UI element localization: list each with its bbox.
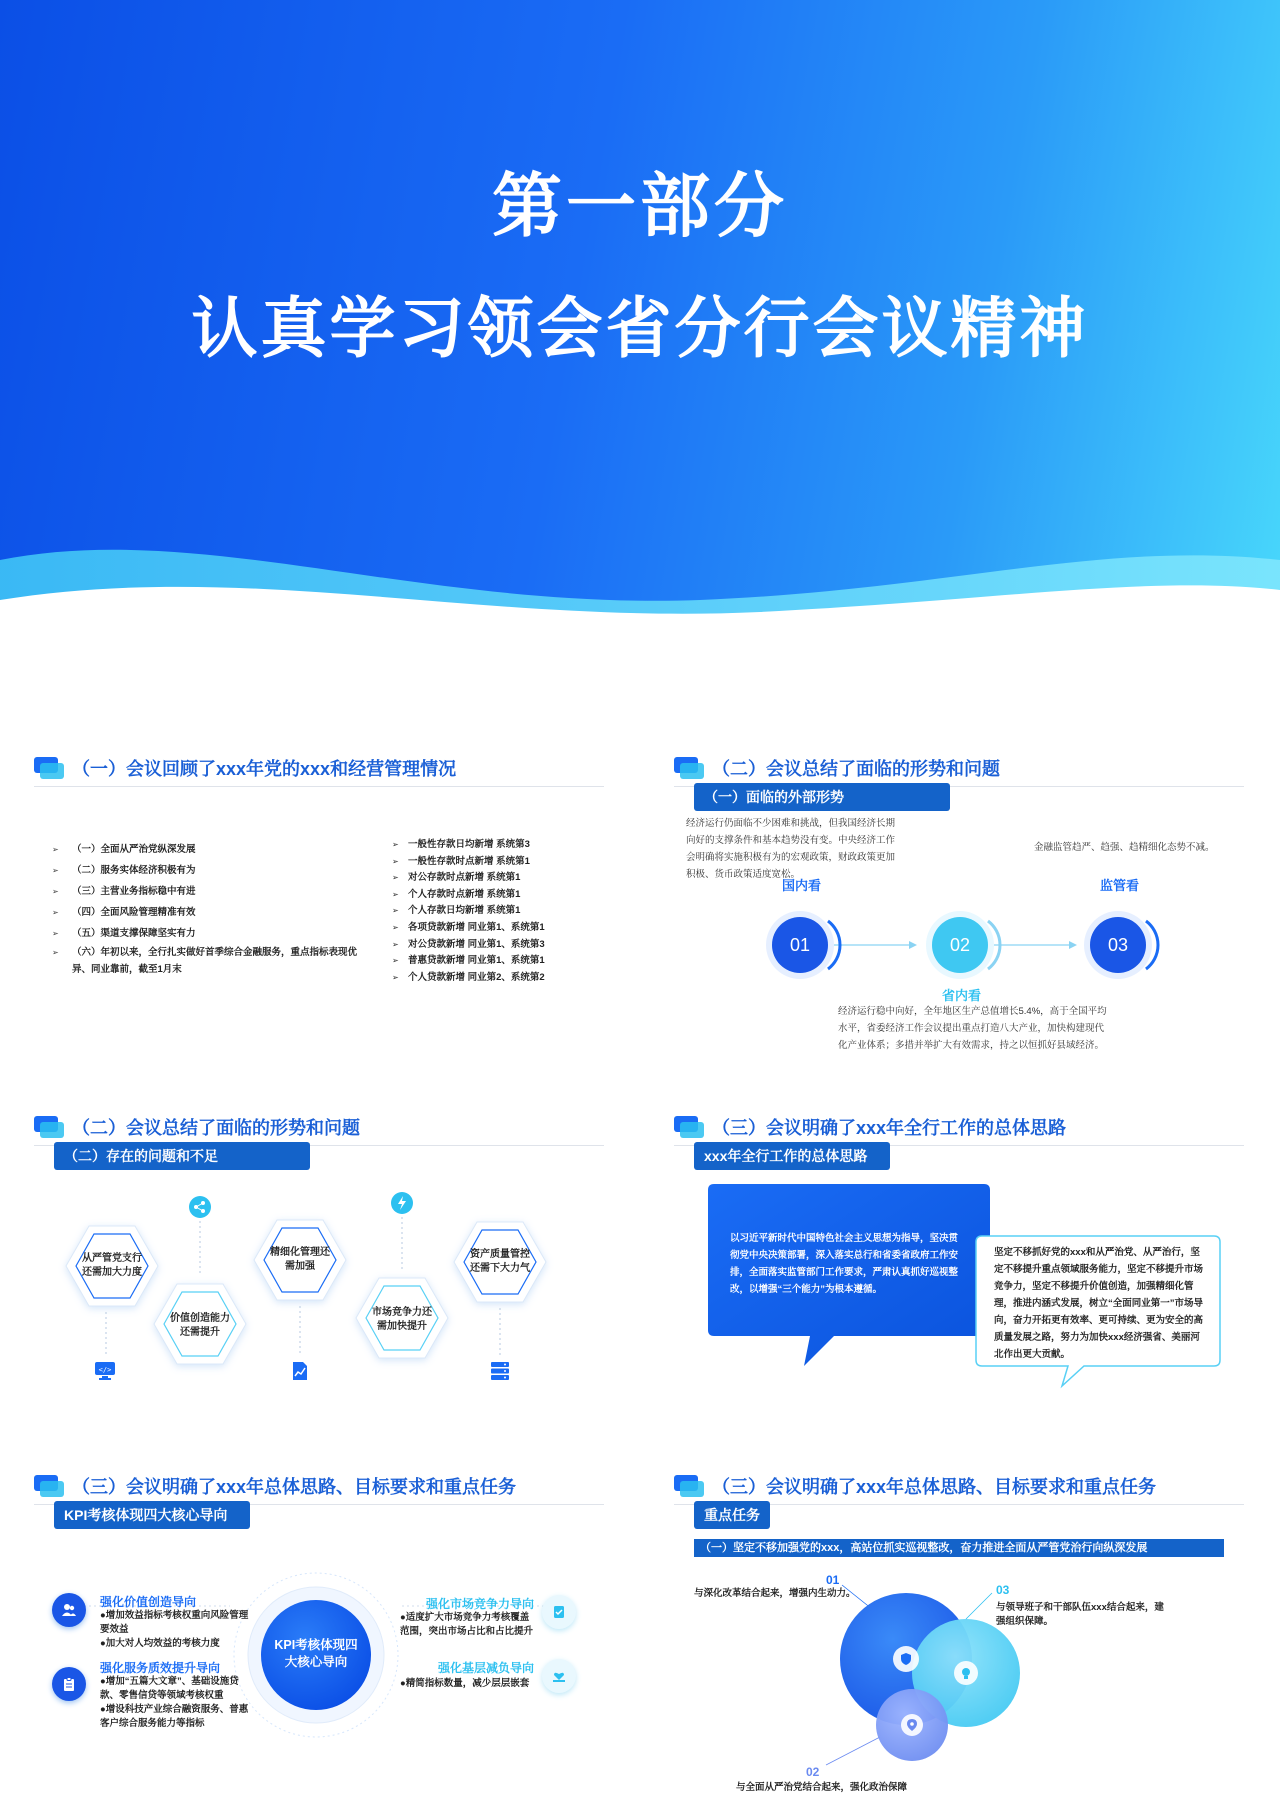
provincial-paragraph: 经济运行稳中向好，全年地区生产总值增长5.4%，高于全国平均水平，省委经济工作会议提出重点打造八大产业，加快构建现代化产业体系；多措并举扩大有效需求，持之以恒抓好县域经济。 [838, 1006, 1107, 1051]
task-number-02: 02 [806, 1765, 820, 1779]
hand-heart-icon [542, 1659, 576, 1693]
hex-label: 精细化管理还需加强 [270, 1247, 330, 1272]
task-text-01: 与深化改革结合起来，增强内生动力。 [694, 1588, 856, 1599]
list-item: ➢ （二）服务实体经济积极有为 [52, 860, 362, 881]
server-icon [489, 1360, 511, 1382]
list-item: ➢ 个人贷款新增 同业第2、系统第2 [392, 970, 622, 987]
kpi-service-text: ●增加“五篇大文章”、基础设施贷款、零售信贷等领域考核权重 ●增设科技产业综合融资服务、普惠客户综合服务能力等指标 [100, 1676, 249, 1729]
list-item: ➢ 一般性存款时点新增 系统第1 [392, 854, 622, 871]
kpi-center-label: KPI考核体现四大核心导向 [274, 1638, 358, 1669]
slide-overall-approach [674, 1104, 1274, 1444]
bolt-head-icon [391, 1192, 413, 1214]
slide-problems [34, 1104, 634, 1444]
banner [0, 0, 1280, 620]
slide-external-situation [674, 745, 1274, 1085]
task-bar: （一）坚定不移加强党的xxx，高站位抓实巡视整改，奋力推进全面从严管党治行向纵深发展 [694, 1539, 1224, 1557]
users-icon [52, 1593, 86, 1627]
section-tag: KPI考核体现四大核心导向 [54, 1501, 250, 1529]
label-domestic: 国内看 [782, 878, 822, 893]
task-number-01: 01 [826, 1573, 840, 1587]
task-text-02: 与全面从严治党结合起来，强化政治保障 [736, 1782, 908, 1793]
section-tag: （二）存在的问题和不足 [54, 1142, 310, 1170]
kpi-service-title: 强化服务质效提升导向 [100, 1661, 221, 1675]
task-text-03: 与领导班子和干部队伍xxx结合起来，建强组织保障。 [996, 1602, 1164, 1627]
hex-label: 资产质量管控还需下大力气 [470, 1249, 530, 1274]
task-number-03: 03 [996, 1583, 1010, 1597]
list-item: ➢ （六）年初以来，全行扎实做好首季综合金融服务，重点指标表现优异、同业靠前，截至1月末 [52, 944, 362, 978]
kpi-burden-title: 强化基层减负导向 [437, 1661, 534, 1675]
step-02: 02 [932, 917, 988, 973]
regulatory-paragraph: 金融监管趋严、趋强、趋精细化态势不减。 [1034, 842, 1215, 853]
slide-title: （二）会议总结了面临的形势和问题 [712, 759, 1000, 779]
list-item: ➢ （五）渠道支撑保障坚实有力 [52, 923, 362, 944]
list-item: ➢ 对公贷款新增 同业第1、系统第3 [392, 937, 622, 954]
kpi-value-title: 强化价值创造导向 [100, 1595, 197, 1609]
list-item: ➢ 一般性存款日均新增 系统第3 [392, 837, 622, 854]
list-item: ➢ 普惠贷款新增 同业第1、系统第1 [392, 953, 622, 970]
shield-badge-icon [895, 1648, 917, 1670]
list-item: ➢ （三）主营业务指标稳中有进 [52, 881, 362, 902]
banner-title: 第一部分 [492, 165, 788, 247]
clipboard-icon [52, 1667, 86, 1701]
slide-title: （三）会议明确了xxx年总体思路、目标要求和重点任务 [712, 1477, 1157, 1497]
slide-key-tasks [674, 1463, 1274, 1800]
section-tag: 重点任务 [694, 1501, 770, 1529]
slide-kpi [34, 1463, 634, 1800]
slide-title: （一）会议回顾了xxx年党的xxx和经营管理情况 [72, 759, 457, 779]
slide-title: （二）会议总结了面临的形势和问题 [72, 1118, 360, 1138]
kpi-burden-text: ●精简指标数量，减少层层嵌套 [400, 1678, 530, 1689]
section-logo-icon [34, 757, 64, 779]
guiding-text: 以习近平新时代中国特色社会主义思想为指导，坚决贯彻党中央决策部署，深入落实总行和省委省政府工作安排，全面落实监管部门工作要求，严肃认真抓好巡视整改，以增强“三个能力”为根本遵循。 [730, 1233, 959, 1295]
list-item: ➢ 个人存款日均新增 系统第1 [392, 903, 622, 920]
left-bullet-list [52, 839, 362, 978]
slide-header [34, 755, 604, 787]
approach-text: 坚定不移抓好党的xxx和从严治党、从严治行，坚定不移提升重点领域服务能力，坚定不移提升市场竞争力，坚定不移提升价值创造，加强精细化管理，推进内涵式发展，树立“全面同业第一”市场导向，奋力开拓更有效率、更可持续、更为安全的高质量发展之路，努力为加快xxx经济强省、美丽河北作出更大贡献。 [994, 1247, 1204, 1360]
list-item: ➢ （一）全面从严治党纵深发展 [52, 839, 362, 860]
section-tag: （一）面临的外部形势 [694, 783, 950, 811]
list-item: ➢ 对公存款时点新增 系统第1 [392, 870, 622, 887]
hex-label: 价值创造能力还需提升 [170, 1313, 230, 1338]
domestic-paragraph: 经济运行仍面临不少困难和挑战，但我国经济长期向好的支撑条件和基本趋势没有变。中央经济工作会明确将实施积极有为的宏观政策，财政政策更加积极、货币政策适度宽松。 [686, 818, 896, 880]
hex-label: 从严管党支行还需加大力度 [82, 1253, 142, 1278]
section-tag: xxx年全行工作的总体思路 [694, 1142, 890, 1170]
trend-chart-icon [289, 1360, 311, 1382]
location-pin-icon [901, 1714, 923, 1736]
kpi-market-title: 强化市场竞争力导向 [425, 1597, 534, 1611]
label-regulatory: 监管看 [1100, 878, 1140, 893]
kpi-market-text: ●适度扩大市场竞争力考核覆盖范围，突出市场占比和占比提升 [400, 1612, 534, 1637]
banner-subtitle: 认真学习领会省分行会议精神 [191, 290, 1089, 367]
hex-label: 市场竞争力还需加快提升 [372, 1307, 432, 1332]
svg-text:</>: </> [98, 1366, 112, 1374]
document-check-icon [542, 1595, 576, 1629]
step-03: 03 [1090, 917, 1146, 973]
slide-review [34, 745, 634, 1085]
list-item: ➢ 各项贷款新增 同业第1、系统第1 [392, 920, 622, 937]
list-item: ➢ 个人存款时点新增 系统第1 [392, 887, 622, 904]
slide-title: （三）会议明确了xxx年总体思路、目标要求和重点任务 [72, 1477, 517, 1497]
slide-title: （三）会议明确了xxx年全行工作的总体思路 [712, 1118, 1067, 1138]
kpi-value-text: ●增加效益指标考核权重向风险管理要效益 ●加大对人均效益的考核力度 [100, 1610, 249, 1649]
venn-circles [674, 1463, 1274, 1800]
code-monitor-icon [94, 1360, 116, 1382]
share-nodes-icon [189, 1196, 211, 1218]
list-item: ➢ （四）全面风险管理精准有效 [52, 902, 362, 923]
right-bullet-list [392, 837, 622, 986]
lightbulb-icon [955, 1662, 977, 1684]
label-provincial: 省内看 [942, 988, 982, 1003]
step-01: 01 [772, 917, 828, 973]
